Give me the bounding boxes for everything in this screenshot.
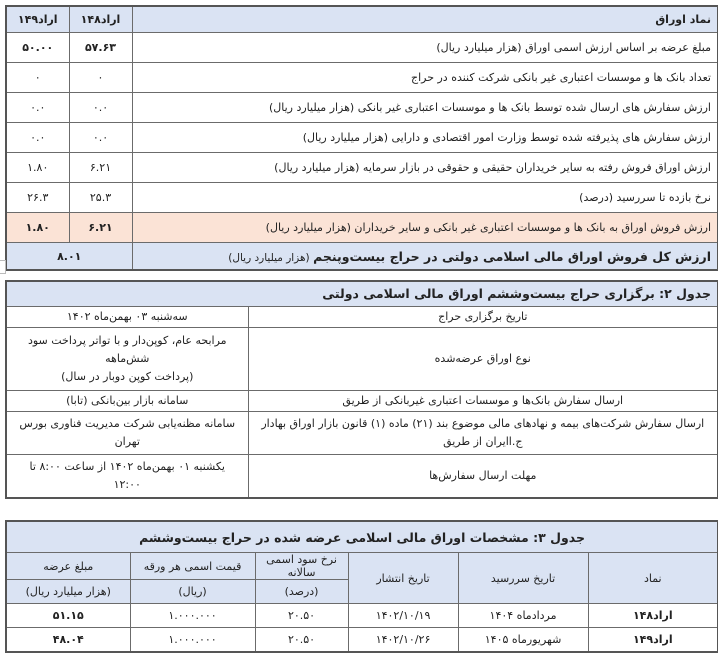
row-value bbox=[6, 328, 248, 391]
row-label: ارزش سفارش های پذیرفته شده توسط وزارت امور اقتصادی و دارایی (هزار میلیارد ریال) bbox=[132, 123, 718, 153]
cell-maturity: مردادماه ۱۴۰۴ bbox=[458, 604, 588, 628]
table-row bbox=[6, 604, 718, 628]
total-label bbox=[132, 243, 718, 271]
table-title: جدول ۲: برگزاری حراج بیست‌وششم اوراق مالی اسلامی دولتی bbox=[6, 281, 718, 307]
header-amount: مبلغ عرضه bbox=[6, 553, 130, 580]
row-label: نرخ بازده تا سررسید (درصد) bbox=[132, 183, 718, 213]
table-row-highlighted bbox=[6, 213, 718, 243]
value-arad148: ۵۷.۶۳ bbox=[69, 33, 132, 63]
table-row bbox=[6, 123, 718, 153]
header-symbol-label: نماد اوراق bbox=[132, 6, 718, 33]
value-arad149: ۱.۸۰ bbox=[6, 153, 69, 183]
value-arad148: ۶.۲۱ bbox=[69, 213, 132, 243]
row-label bbox=[248, 412, 718, 455]
value-arad149: ۵۰.۰۰ bbox=[6, 33, 69, 63]
cell-face-value: ۱.۰۰۰.۰۰۰ bbox=[130, 604, 255, 628]
header-symbol: نماد bbox=[588, 553, 718, 604]
value-arad149: ۰.۰ bbox=[6, 93, 69, 123]
value-line: (پرداخت کوپن دوبار در سال) bbox=[61, 370, 194, 383]
table-title: جدول ۳: مشخصات اوراق مالی اسلامی عرضه شده در حراج بیست‌وششم bbox=[6, 521, 718, 553]
auction-details-table bbox=[5, 280, 718, 499]
value-arad148: ۶.۲۱ bbox=[69, 153, 132, 183]
row-value: سه‌شنبه ۰۳ بهمن‌ماه ۱۴۰۲ bbox=[6, 307, 248, 328]
row-label: ارسال سفارش بانک‌ها و موسسات اعتباری غیربانکی از طریق bbox=[248, 391, 718, 412]
total-row bbox=[6, 243, 718, 271]
value-line: یکشنبه ۰۱ بهمن‌ماه ۱۴۰۲ از ساعت ۸:۰۰ تا bbox=[29, 460, 225, 473]
cell-amount: ۵۱.۱۵ bbox=[6, 604, 130, 628]
value-arad148: ۰ bbox=[69, 63, 132, 93]
auction-results-table bbox=[5, 5, 718, 271]
table-row bbox=[6, 628, 718, 653]
table-row bbox=[6, 63, 718, 93]
table-row bbox=[6, 328, 718, 391]
cell-maturity: شهریورماه ۱۴۰۵ bbox=[458, 628, 588, 653]
label-line: ارسال سفارش شرکت‌های بیمه و نهادهای مالی موضوع بند (۲۱) ماده (۱) قانون بازار اوراق بهادار bbox=[261, 417, 705, 430]
header-issue-date: تاریخ انتشار bbox=[348, 553, 458, 604]
value-arad149: ۲۶.۳ bbox=[6, 183, 69, 213]
header-col-arad149: اراد۱۴۹ bbox=[6, 6, 69, 33]
cell-issue-date: ۱۴۰۲/۱۰/۱۹ bbox=[348, 604, 458, 628]
securities-specs-table bbox=[5, 520, 718, 653]
total-value: ۸.۰۱ bbox=[6, 243, 132, 271]
total-label-unit: (هزار میلیارد ریال) bbox=[228, 251, 310, 264]
table-row bbox=[6, 412, 718, 455]
header-col-arad148: اراد۱۴۸ bbox=[69, 6, 132, 33]
row-value: سامانه بازار بین‌بانکی (تابا) bbox=[6, 391, 248, 412]
header-face-value: قیمت اسمی هر ورقه bbox=[130, 553, 255, 580]
row-label: مهلت ارسال سفارش‌ها bbox=[248, 455, 718, 499]
cell-symbol: اراد۱۴۹ bbox=[588, 628, 718, 653]
value-line: ۱۲:۰۰ bbox=[113, 478, 141, 491]
table-header-row bbox=[6, 553, 718, 580]
table-row bbox=[6, 307, 718, 328]
total-label-main: ارزش کل فروش اوراق مالی اسلامی دولتی در حراج بیست‌وپنجم bbox=[313, 248, 711, 264]
value-arad149: ۱.۸۰ bbox=[6, 213, 69, 243]
cell-face-value: ۱.۰۰۰.۰۰۰ bbox=[130, 628, 255, 653]
cell-rate: ۲۰.۵۰ bbox=[255, 604, 348, 628]
value-line: شش‌ماهه bbox=[105, 352, 150, 365]
table-row bbox=[6, 183, 718, 213]
row-value bbox=[6, 412, 248, 455]
header-maturity: تاریخ سررسید bbox=[458, 553, 588, 604]
table-row bbox=[6, 153, 718, 183]
row-label: تعداد بانک ها و موسسات اعتباری غیر بانکی شرکت کننده در حراج bbox=[132, 63, 718, 93]
value-arad148: ۲۵.۳ bbox=[69, 183, 132, 213]
header-amount-unit: (هزار میلیارد ریال) bbox=[6, 580, 130, 604]
row-label: ارزش فروش اوراق به بانک ها و موسسات اعتباری غیر بانکی و سایر خریداران (هزار میلیارد ریال) bbox=[132, 213, 718, 243]
value-line: مرابحه عام، کوپن‌دار و با تواتر پرداخت سود bbox=[27, 334, 227, 347]
table-row bbox=[6, 93, 718, 123]
table-header-row bbox=[6, 6, 718, 33]
table-title-row bbox=[6, 281, 718, 307]
row-label: نوع اوراق عرضه‌شده bbox=[248, 328, 718, 391]
cell-symbol: اراد۱۴۸ bbox=[588, 604, 718, 628]
row-label: مبلغ عرضه بر اساس ارزش اسمی اوراق (هزار میلیارد ریال) bbox=[132, 33, 718, 63]
row-label: تاریخ برگزاری حراج bbox=[248, 307, 718, 328]
header-face-unit: (ریال) bbox=[130, 580, 255, 604]
value-line: تهران bbox=[114, 435, 140, 448]
divider-mark bbox=[0, 260, 6, 274]
value-arad149: ۰.۰ bbox=[6, 123, 69, 153]
table-row bbox=[6, 455, 718, 499]
cell-issue-date: ۱۴۰۲/۱۰/۲۶ bbox=[348, 628, 458, 653]
row-label: ارزش اوراق فروش رفته به سایر خریداران حقیقی و حقوقی در بازار سرمایه (هزار میلیارد ریال) bbox=[132, 153, 718, 183]
header-rate: نرخ سود اسمی سالانه bbox=[255, 553, 348, 580]
cell-amount: ۴۸.۰۴ bbox=[6, 628, 130, 653]
table-title-row bbox=[6, 521, 718, 553]
header-rate-unit: (درصد) bbox=[255, 580, 348, 604]
table-row bbox=[6, 33, 718, 63]
value-line: سامانه مظنه‌یابی شرکت مدیریت فناوری بورس bbox=[19, 417, 236, 430]
value-arad148: ۰.۰ bbox=[69, 123, 132, 153]
label-line: ج.اایران از طریق bbox=[443, 435, 523, 448]
row-value bbox=[6, 455, 248, 499]
table-row bbox=[6, 391, 718, 412]
value-arad149: ۰ bbox=[6, 63, 69, 93]
value-arad148: ۰.۰ bbox=[69, 93, 132, 123]
row-label: ارزش سفارش های ارسال شده توسط بانک ها و موسسات اعتباری غیر بانکی (هزار میلیارد ریال) bbox=[132, 93, 718, 123]
cell-rate: ۲۰.۵۰ bbox=[255, 628, 348, 653]
